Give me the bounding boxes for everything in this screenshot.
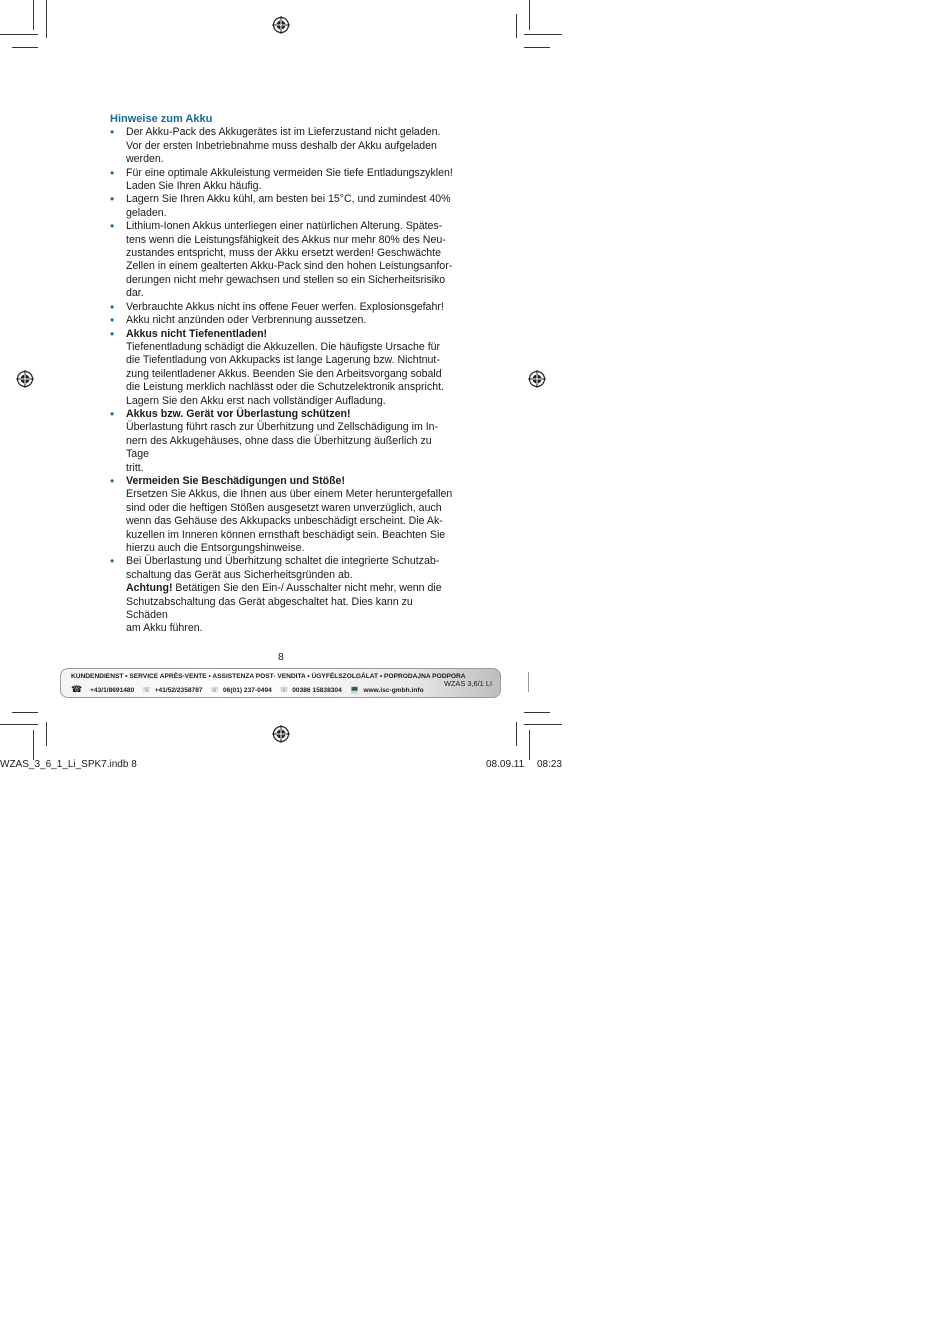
text-line: nern des Akkugehäuses, ohne dass die Überhitzung äußerlich zu Tage [126, 434, 432, 461]
text-line: Vor der ersten Inbetriebnahme muss deshalb der Akku aufgeladen [126, 139, 437, 152]
list-item [110, 555, 456, 635]
text-line: die Tiefentladung von Akkupacks ist lange Lagerung bzw. Nichtnut- [126, 354, 440, 367]
text-line: Ersetzen Sie Akkus, die Ihnen aus über einem Meter heruntergefallen [126, 488, 453, 501]
crop-mark [528, 672, 529, 692]
crop-mark [12, 712, 38, 713]
phone-icon: ☎ [71, 684, 83, 694]
crop-mark [0, 34, 38, 35]
slug-date: 08.09.11 [486, 759, 525, 770]
registration-mark-icon [272, 16, 290, 34]
model-label: WZAS 3,6/1 LI [443, 679, 492, 688]
text-line: hierzu auch die Entsorgungshinweise. [126, 542, 305, 554]
crop-mark [516, 722, 517, 746]
crop-mark [524, 34, 562, 35]
phone-icon: ☏ [142, 687, 151, 694]
phone-number: +43/1/8691480 [90, 687, 135, 694]
crop-mark [524, 724, 562, 725]
crop-mark [12, 47, 38, 48]
date-slug [486, 759, 562, 770]
crop-mark [516, 14, 517, 38]
phone-number: 00386 15838304 [292, 687, 342, 694]
text-line: zustandes entspricht, muss der Akku ersetzt werden! Geschwächte [126, 247, 442, 260]
list-item [110, 220, 456, 300]
text-line: Tiefenentladung schädigt die Akkuzellen. Die häufigste Ursache für [126, 340, 441, 353]
text-line: • Lagern Sie Ihren Akku kühl, am besten bei 15°C, und zumindest 40% [126, 193, 451, 206]
crop-mark [33, 730, 34, 760]
text-line: • Lithium-Ionen Akkus unterliegen einer natürlichen Alterung. Spätes- [126, 220, 443, 233]
crop-mark [33, 0, 34, 30]
list-item [110, 301, 456, 314]
text-line: am Akku führen. [126, 622, 203, 635]
text-line: wenn das Gehäuse des Akkupacks unbeschädigt erscheint. Die Ak- [126, 515, 443, 528]
text-line: dar. [126, 287, 144, 300]
text-line: • Bei Überlastung und Überhitzung schaltet die integrierte Schutzab- [126, 555, 440, 568]
phone-icon: ☏ [210, 687, 220, 694]
list-item [110, 314, 456, 327]
battery-notes-section [110, 113, 456, 636]
text-line: kuzellen im Inneren können ernsthaft beschädigt sein. Beachten Sie [126, 528, 446, 541]
section-heading: Hinweise zum Akku [110, 113, 213, 125]
registration-mark-icon [16, 370, 34, 388]
text-line: Laden Sie Ihren Akku häufig. [126, 180, 262, 193]
warning-label: Achtung! [126, 582, 173, 595]
contact-line [71, 684, 430, 695]
crop-mark [46, 722, 47, 746]
text-line: tens wenn die Leistungsfähigkeit des Akkus nur mehr 80% des Neu- [126, 233, 446, 246]
laptop-icon: 💻 [349, 685, 360, 694]
warning-line [126, 582, 456, 595]
text-line: tritt. [126, 461, 144, 474]
list-item [110, 126, 456, 166]
crop-mark [524, 712, 550, 713]
text-line: Lagern Sie den Akku erst nach vollständiger Aufladung. [126, 394, 386, 407]
item-title: • Akkus bzw. Gerät vor Überlastung schützen! [126, 407, 351, 420]
list-item [110, 475, 456, 555]
text-line: werden. [126, 153, 164, 166]
phone-number: 06(01) 237-0494 [223, 687, 272, 694]
list-item [110, 328, 456, 408]
item-title: • Akkus nicht Tiefenentladen! [126, 327, 268, 340]
text-line: die Leistung merklich nachlässt oder die Schutzelektronik anspricht. [126, 381, 444, 394]
crop-mark [529, 0, 530, 30]
text-line: Schutzabschaltung das Gerät abgeschaltet hat. Dies kann zu Schäden [126, 595, 413, 622]
registration-mark-icon [272, 725, 290, 743]
warning-text: Betätigen Sie den Ein-/ Ausschalter nicht mehr, wenn die [172, 582, 442, 595]
bullet-list [110, 126, 456, 635]
text-line: • Der Akku-Pack des Akkugerätes ist im Lieferzustand nicht geladen. [126, 126, 441, 139]
phone-number: +41/52/2358787 [154, 687, 203, 694]
list-item [110, 193, 456, 220]
service-footer-bar [60, 668, 501, 698]
item-title: • Vermeiden Sie Beschädigungen und Stöße! [126, 474, 345, 487]
service-labels: KUNDENDIENST • SERVICE APRÈS-VENTE • ASSISTENZA POST- VENDITA • ÜGYFÉLSZOLGÁLAT • POPRODAJNA PODPORA [71, 673, 466, 680]
slug-time: 08:23 [536, 759, 562, 770]
text-line: geladen. [126, 206, 167, 219]
list-item [110, 408, 456, 475]
crop-mark [524, 47, 550, 48]
file-slug: WZAS_3_6_1_Li_SPK7.indb 8 [0, 759, 137, 770]
text-line: • Verbrauchte Akkus nicht ins offene Feuer werfen. Explosionsgefahr! [126, 300, 444, 313]
text-line: Zellen in einem gealterten Akku-Pack sind den hohen Leistungsanfor- [126, 260, 453, 273]
text-line: schaltung das Gerät aus Sicherheitsgründen ab. [126, 568, 353, 581]
text-line: sind oder die heftigen Stößen ausgesetzt waren unverzüglich, auch [126, 501, 442, 514]
text-line: Überlastung führt rasch zur Überhitzung und Zellschädigung im In- [126, 421, 439, 434]
registration-mark-icon [528, 370, 546, 388]
crop-mark [529, 730, 530, 760]
text-line: derungen nicht mehr gewachsen und stellen so ein Sicherheitsrisiko [126, 273, 446, 286]
website-link[interactable]: www.isc-gmbh.info [363, 687, 424, 694]
crop-mark [46, 0, 47, 38]
phone-icon: ☏ [279, 687, 289, 694]
text-line: zung teilentladener Akkus. Beenden Sie den Arbeitsvorgang sobald [126, 367, 442, 380]
list-item [110, 167, 456, 194]
crop-mark [0, 724, 38, 725]
text-line: • Für eine optimale Akkuleistung vermeiden Sie tiefe Entladungszyklen! [126, 166, 453, 179]
page-number: 8 [278, 651, 284, 663]
text-line: • Akku nicht anzünden oder Verbrennung aussetzen. [126, 314, 367, 327]
